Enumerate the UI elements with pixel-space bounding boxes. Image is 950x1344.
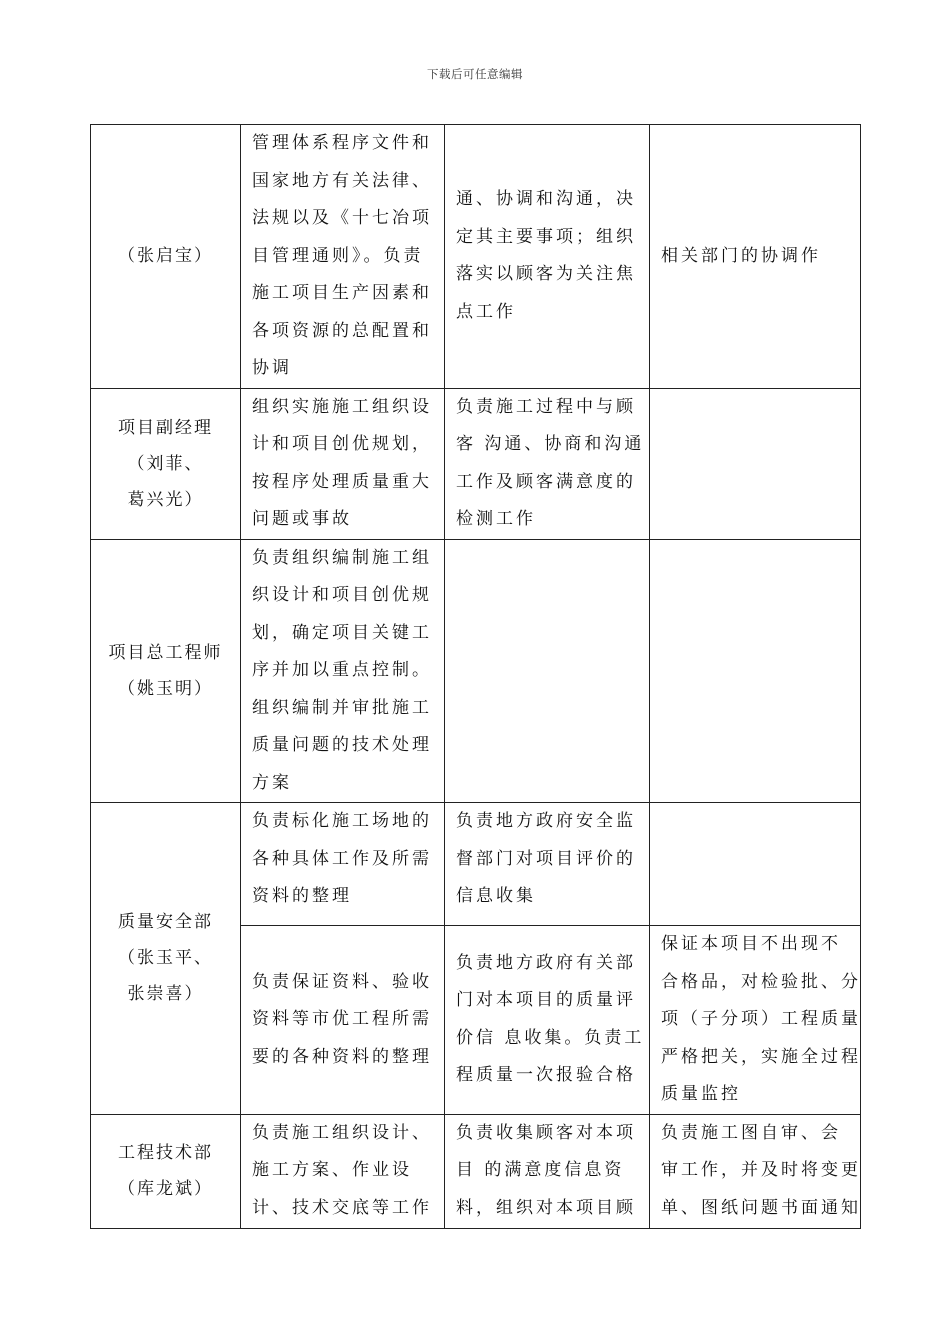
duty-cell-c3 <box>650 803 861 926</box>
cell-text-line: 负责地方政府安全监 <box>456 811 636 831</box>
cell-text-line: 国家地方有关法律、 <box>252 170 432 191</box>
duty-cell-c2 <box>445 803 650 926</box>
cell-text-line: （张玉平、 <box>118 948 213 969</box>
cell-text-line: 施工项目生产因素和 <box>252 283 432 303</box>
cell-text-line: 价信 息收集。负责工 <box>456 1027 645 1048</box>
cell-text-line: 负责收集顾客对本项 <box>456 1122 636 1143</box>
duty-cell-c1 <box>241 926 445 1115</box>
cell-text-line: 协调 <box>252 358 292 378</box>
duty-cell-c1 <box>241 125 445 389</box>
table-row <box>91 388 861 539</box>
cell-text-line: 按程序处理质量重大 <box>252 471 432 492</box>
cell-text-line: 张崇喜） <box>127 984 204 1005</box>
role-name-cell <box>91 1114 241 1228</box>
duty-cell-c1 <box>241 1114 445 1228</box>
cell-text-line: 目 的满意度信息资 <box>456 1160 625 1180</box>
cell-text-line: 通、协调和沟通，决 <box>456 189 636 210</box>
cell-text-line: （刘菲、 <box>127 453 204 474</box>
duty-cell-c1 <box>241 539 445 803</box>
cell-text-line: 落实以顾客为关注焦 <box>456 264 636 285</box>
duty-cell-c2 <box>445 125 650 389</box>
cell-text-line: 项（子分项）工程质量 <box>661 1009 861 1029</box>
duty-cell-c2 <box>445 539 650 803</box>
table-row <box>91 803 861 926</box>
cell-text-line: 程质量一次报验合格 <box>456 1065 636 1086</box>
cell-text-line: 合格品，对检验批、分 <box>661 971 861 992</box>
role-name-cell <box>91 539 241 803</box>
cell-text-line: 计、技术交底等工作 <box>252 1197 432 1218</box>
cell-text-line: 组织编制并审批施工 <box>252 697 432 718</box>
cell-text-line: 资料等市优工程所需 <box>252 1009 432 1029</box>
cell-text-line: 严格把关，实施全过程 <box>661 1046 861 1067</box>
role-name-cell <box>91 803 241 1115</box>
cell-text-line: 信息收集 <box>456 886 536 906</box>
table-row <box>91 539 861 803</box>
cell-text-line: 管理体系程序文件和 <box>252 133 432 153</box>
cell-text-line: 方案 <box>252 772 292 793</box>
duty-cell-c1 <box>241 803 445 926</box>
duty-cell-c2 <box>445 1114 650 1228</box>
cell-text-line: 点工作 <box>456 301 516 322</box>
duty-cell-c2 <box>445 388 650 539</box>
cell-text-line: 质量问题的技术处理 <box>252 735 432 755</box>
cell-text-line: 工程技术部 <box>118 1143 213 1163</box>
cell-text-line: 质量安全部 <box>118 912 213 933</box>
role-name-cell <box>91 388 241 539</box>
cell-text-line: 检测工作 <box>456 509 536 529</box>
cell-text-line: （张启宝） <box>118 246 213 267</box>
cell-text-line: 划，确定项目关键工 <box>252 622 432 643</box>
cell-text-line: 负责施工组织设计、 <box>252 1122 432 1143</box>
duty-cell-c3 <box>650 1114 861 1228</box>
duty-cell-c3 <box>650 388 861 539</box>
cell-text-line: 各种具体工作及所需 <box>252 848 432 869</box>
cell-text-line: 序并加以重点控制。 <box>252 660 432 680</box>
cell-text-line: 保证本项目不出现不 <box>661 934 841 954</box>
cell-text-line: （姚玉明） <box>118 678 213 699</box>
cell-text-line: 工作及顾客满意度的 <box>456 471 636 492</box>
cell-text-line: 负责施工图自审、会 <box>661 1122 841 1143</box>
cell-text-line: 项目副经理 <box>118 417 213 438</box>
cell-text-line: 质量监控 <box>661 1084 741 1104</box>
cell-text-line: 资料的整理 <box>252 886 352 906</box>
cell-text-line: 负责地方政府有关部 <box>456 952 636 973</box>
cell-text-line: 审工作，并及时将变更 <box>661 1160 861 1180</box>
duty-cell-c1 <box>241 388 445 539</box>
cell-text-line: 项目总工程师 <box>108 642 223 663</box>
cell-text-line: 织设计和项目创优规 <box>252 585 432 605</box>
duty-cell-c3 <box>650 926 861 1115</box>
table-row <box>91 125 861 389</box>
cell-text-line: 单、图纸问题书面通知 <box>661 1197 861 1218</box>
duty-cell-c3 <box>650 539 861 803</box>
cell-text-line: 相关部门的协调作 <box>661 245 821 266</box>
cell-text-line: （库龙斌） <box>118 1179 213 1199</box>
cell-text-line: 葛兴光） <box>127 489 204 510</box>
cell-text-line: 法规以及《十七冶项 <box>252 208 432 228</box>
cell-text-line: 料，组织对本项目顾 <box>456 1197 636 1218</box>
role-name-cell <box>91 125 241 389</box>
cell-text-line: 组织实施施工组织设 <box>252 396 432 417</box>
cell-text-line: 负责保证资料、验收 <box>252 971 432 992</box>
responsibility-table <box>90 124 861 1229</box>
table-row <box>91 1114 861 1228</box>
cell-text-line: 各项资源的总配置和 <box>252 320 432 341</box>
cell-text-line: 负责施工过程中与顾 <box>456 396 636 417</box>
cell-text-line: 目管理通则》。负责 <box>252 245 424 266</box>
duty-cell-c3 <box>650 125 861 389</box>
cell-text-line: 负责组织编制施工组 <box>252 547 432 568</box>
cell-text-line: 门对本项目的质量评 <box>456 990 636 1011</box>
cell-text-line: 计和项目创优规划， <box>252 434 432 454</box>
page-header: 下载后可任意编辑 <box>427 67 523 81</box>
cell-text-line: 要的各种资料的整理 <box>252 1046 432 1067</box>
cell-text-line: 负责标化施工场地的 <box>252 811 432 831</box>
cell-text-line: 督部门对项目评价的 <box>456 848 636 869</box>
duty-cell-c2 <box>445 926 650 1115</box>
cell-text-line: 定其主要事项；组织 <box>456 226 636 247</box>
cell-text-line: 施工方案、作业设 <box>252 1160 412 1180</box>
cell-text-line: 客 沟通、协商和沟通 <box>456 434 645 454</box>
cell-text-line: 问题或事故 <box>252 509 352 529</box>
